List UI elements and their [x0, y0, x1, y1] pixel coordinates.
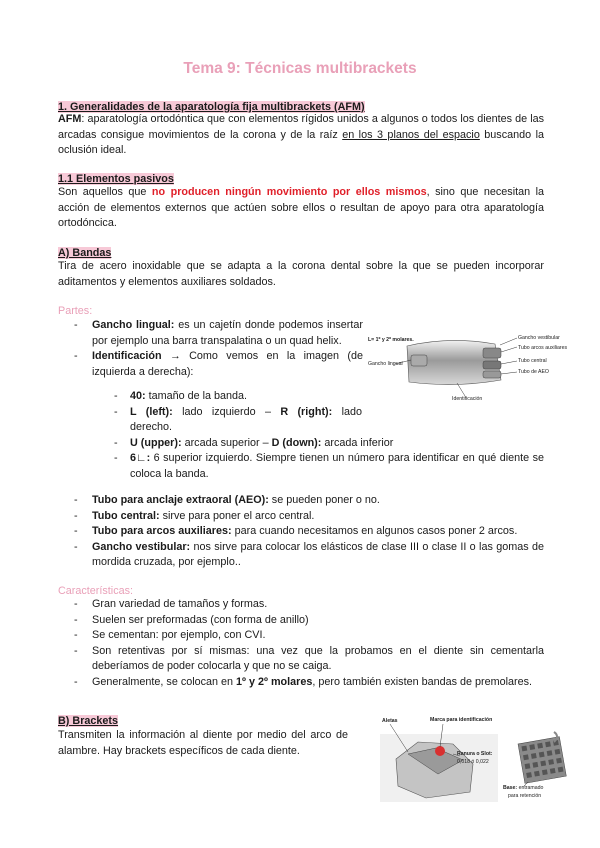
- list-item-car5: - Generalmente, se colocan en 1º y 2º molares, pero también existen bandas de premolares.: [58, 675, 544, 691]
- bracket-figure: [378, 714, 578, 806]
- band-label-tubo-aeo: Tubo de AEO: [518, 369, 549, 375]
- bandas-paragraph: Tira de acero inoxidable que se adapta a la corona dental sobre la que se pueden incorporar aditamentos y elementos auxiliares soldados.: [58, 260, 544, 288]
- band-label-tubo-central: Tubo central: [518, 358, 547, 364]
- list-item-40: - 40: tamaño de la banda.: [58, 389, 370, 405]
- section11-paragraph: Son aquellos que no producen ningún movimiento por ellos mismos, sino que necesitan la acción de elementos externos que actúen sobre ellos o resultan de apoyo para otra aparatología ortodóncica.: [58, 186, 544, 229]
- page-title: Tema 9: Técnicas multibrackets: [183, 60, 417, 77]
- band-label-gancho-lingual: Gancho lingual: [368, 361, 403, 367]
- bandas-heading: A) Bandas: [58, 247, 112, 259]
- list-item-car2: - Suelen ser preformadas (con forma de anillo): [58, 613, 544, 629]
- brackets-paragraph: Transmiten la información al diente por medio del arco de alambre. Hay brackets específicos de cada diente.: [58, 729, 348, 757]
- bracket-label-ranura: Ranura o Slot:: [457, 751, 493, 757]
- list-item-gancho-lingual: - Gancho lingual: es un cajetín donde podemos insertar por ejemplo una barra transpalatina o un quad helix.: [58, 318, 363, 349]
- bracket-label-ranura-size: 0,018 ó 0,022: [457, 759, 489, 765]
- partes-label: Partes:: [58, 305, 93, 317]
- list-item-6: - 6∟: 6 superior izquierdo. Siempre tienen un número para identificar en qué diente se coloca la banda.: [58, 451, 544, 482]
- bracket-label-base: Base: entramado: [503, 785, 544, 791]
- list-item-aeo: - Tubo para anclaje extraoral (AEO): se pueden poner o no.: [58, 493, 544, 509]
- band-label-top-left: L= 1º y 2º molares.: [368, 337, 414, 343]
- band-label-identificacion: Identificación: [452, 396, 483, 402]
- list-item-upper-down: - U (upper): arcada superior – D (down): arcada inferior: [58, 436, 544, 452]
- list-item-tubo-auxiliares: - Tubo para arcos auxiliares: para cuando necesitamos en algunos casos poner 2 arcos.: [58, 524, 544, 540]
- list-item-tubo-central: - Tubo central: sirve para poner el arco central.: [58, 509, 544, 525]
- list-item-car4: - Son retentivas por sí mismas: una vez que la probamos en el diente sin cementarla deberíamos de poder colocarla y que no se caiga.: [58, 644, 544, 675]
- caracteristicas-label: Características:: [58, 585, 133, 597]
- section11-heading: 1.1 Elementos pasivos: [58, 173, 174, 185]
- list-item-car1: - Gran variedad de tamaños y formas.: [58, 597, 544, 613]
- bracket-label-base-2: para retención: [508, 793, 542, 799]
- partes-list-bottom: [58, 493, 544, 571]
- band-label-tubo-aux: Tubo arcos auxiliares: [518, 345, 568, 351]
- list-item-left-right: - L (left): lado izquierdo – R (right): lado derecho.: [58, 405, 362, 436]
- section1-paragraph: AFM: aparatología ortodóntica que con elementos rígidos unidos a algunos o todos los dientes de las arcadas consigue movimientos de la corona y de la raíz en los 3 planos del espacio buscando la oclusión ideal.: [58, 113, 545, 156]
- list-item-car3: - Se cementan: por ejemplo, con CVI.: [58, 628, 544, 644]
- list-item-identificacion: - Identificación → Como vemos en la imagen (de izquierda a derecha):: [58, 349, 363, 380]
- list-item-gancho-vestibular: - Gancho vestibular: nos sirve para colocar los elásticos de clase III o clase II o las gomas de mordida cruzada, por ejemplo..: [58, 540, 544, 571]
- partes-list-top: [58, 318, 363, 380]
- section1-heading: 1. Generalidades de la aparatología fija multibrackets (AFM): [58, 101, 365, 113]
- band-label-gancho-vestibular: Gancho vestibular: [518, 335, 560, 341]
- band-figure: [365, 328, 568, 406]
- bracket-label-aletas: Aletas: [382, 718, 398, 724]
- caracteristicas-list: [58, 597, 544, 690]
- bracket-label-marca: Marca para identificación: [430, 717, 493, 723]
- brackets-heading: B) Brackets: [58, 715, 119, 727]
